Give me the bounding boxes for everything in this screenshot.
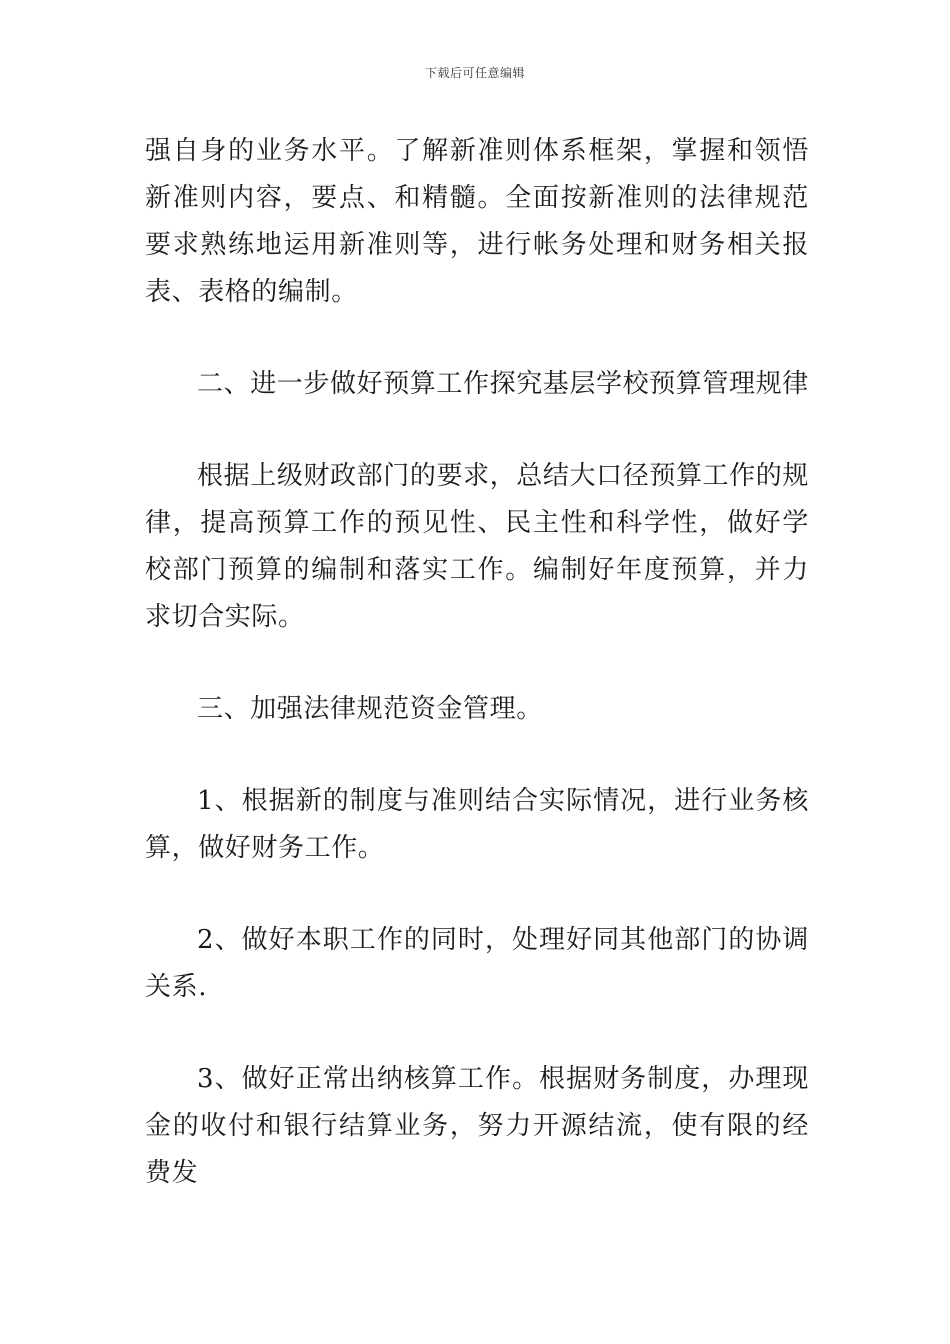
paragraph-budget: 根据上级财政部门的要求，总结大口径预算工作的规律，提高预算工作的预见性、民主性和科学性，做好学校部门预算的编制和落实工作。编制好年度预算，并力求切合实际。 [145,461,809,632]
list-item-1: 1、根据新的制度与准则结合实际情况，进行业务核算，做好财务工作。 [145,786,809,863]
page-header: 下载后可任意编辑 [424,66,525,80]
list-item-2: 2、做好本职工作的同时，处理好同其他部门的协调关系. [145,925,809,1002]
section-heading-two: 二、进一步做好预算工作探究基层学校预算管理规律 [197,369,809,399]
paragraph-continuation: 强自身的业务水平。了解新准则体系框架，掌握和领悟新准则内容，要点、和精髓。全面按新准则的法律规范要求熟练地运用新准则等，进行帐务处理和财务相关报表、表格的编制。 [145,136,809,307]
list-item-3: 3、做好正常出纳核算工作。根据财务制度，办理现金的收付和银行结算业务，努力开源结流，使有限的经费发 [145,1064,809,1188]
section-heading-three: 三、加强法律规范资金管理。 [197,694,543,724]
document-body [145,128,809,1197]
